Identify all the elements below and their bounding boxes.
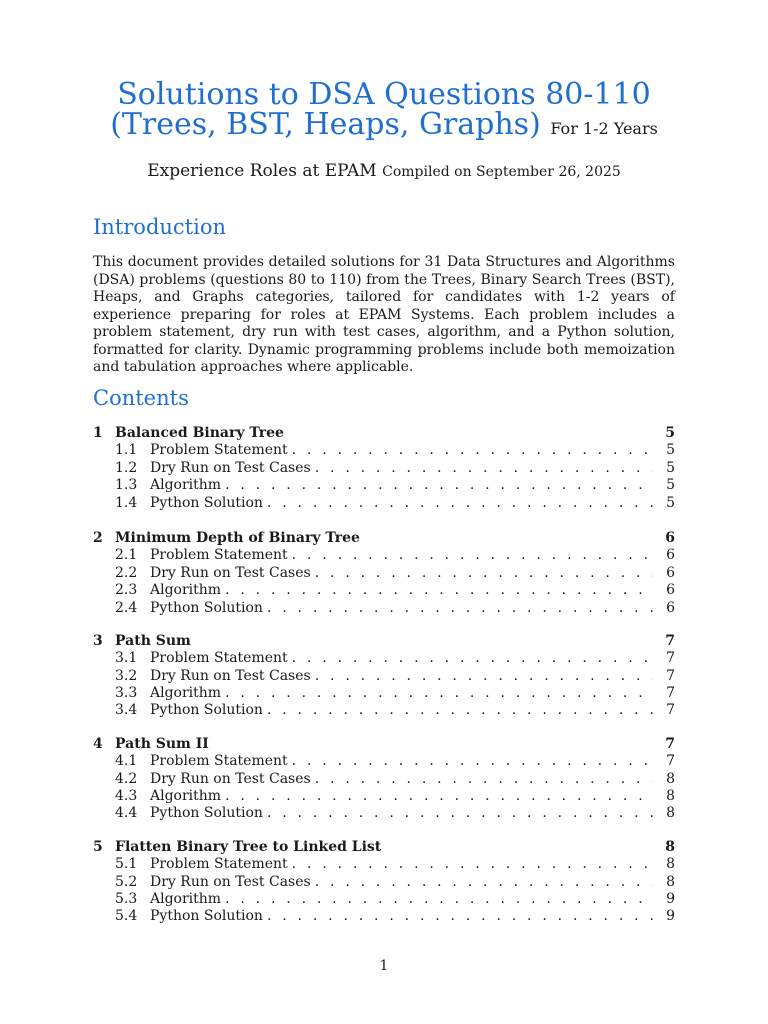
- toc-subentry-number: 2.4: [115, 599, 138, 616]
- toc-subentry[interactable]: [93, 856, 675, 873]
- toc-subentry[interactable]: [93, 685, 675, 702]
- toc-subentry-title: Algorithm: [150, 477, 222, 494]
- subtitle-text: Experience Roles at EPAM: [147, 161, 377, 181]
- toc-entry[interactable]: [93, 736, 675, 753]
- introduction-heading: Introduction: [93, 215, 226, 239]
- toc-subentry[interactable]: [93, 891, 675, 908]
- toc-entry-title: Minimum Depth of Binary Tree: [115, 529, 360, 546]
- toc-subentry-number: 1.2: [115, 459, 138, 476]
- toc-entry-page: 8: [665, 838, 675, 855]
- toc-entry[interactable]: [93, 839, 675, 856]
- toc-subentry-title: Problem Statement: [150, 547, 288, 564]
- toc-subentry-page: 7: [666, 702, 675, 719]
- toc-section: [93, 425, 675, 512]
- toc-subentry-number: 1.1: [115, 442, 138, 459]
- toc-entry[interactable]: [93, 530, 675, 547]
- toc-subentry-number: 4.3: [115, 788, 138, 805]
- toc-section: [93, 736, 675, 823]
- toc-subentry-number: 2.3: [115, 582, 138, 599]
- toc-subentry-title: Problem Statement: [150, 753, 288, 770]
- leader-dots: [267, 908, 653, 925]
- toc-subentry-page: 7: [666, 667, 675, 684]
- toc-entry-number: 3: [93, 632, 103, 649]
- toc-entry[interactable]: [93, 425, 675, 442]
- toc-subentry-page: 9: [666, 890, 675, 907]
- leader-dots: [225, 788, 653, 805]
- leader-dots: [315, 668, 653, 685]
- toc-subentry-title: Dry Run on Test Cases: [150, 459, 311, 476]
- toc-subentry-number: 4.4: [115, 805, 138, 822]
- leader-dots: [225, 477, 653, 494]
- toc-subentry[interactable]: [93, 582, 675, 599]
- contents-heading: Contents: [93, 386, 189, 410]
- toc-subentry-page: 6: [666, 547, 675, 564]
- leader-dots: [292, 753, 653, 770]
- table-of-contents: [93, 425, 675, 942]
- toc-subentry-number: 5.4: [115, 908, 138, 925]
- toc-subentry-number: 4.1: [115, 753, 138, 770]
- toc-subentry-page: 6: [666, 564, 675, 581]
- toc-subentry-title: Algorithm: [150, 890, 222, 907]
- leader-dots: [225, 685, 653, 702]
- toc-subentry-title: Python Solution: [150, 494, 263, 511]
- leader-dots: [292, 442, 653, 459]
- toc-section: [93, 633, 675, 720]
- leader-dots: [267, 702, 653, 719]
- toc-subentry-number: 2.1: [115, 547, 138, 564]
- toc-subentry-title: Python Solution: [150, 599, 263, 616]
- title-line-2-suffix: For 1-2 Years: [550, 119, 658, 138]
- toc-subentry[interactable]: [93, 650, 675, 667]
- toc-subentry-page: 6: [666, 599, 675, 616]
- toc-subentry[interactable]: [93, 805, 675, 822]
- toc-subentry[interactable]: [93, 565, 675, 582]
- leader-dots: [267, 805, 653, 822]
- toc-subentry-number: 5.2: [115, 873, 138, 890]
- toc-entry-title: Flatten Binary Tree to Linked List: [115, 838, 382, 855]
- toc-subentry[interactable]: [93, 668, 675, 685]
- leader-dots: [292, 650, 653, 667]
- document-subtitle: [0, 161, 768, 181]
- toc-subentry[interactable]: [93, 753, 675, 770]
- toc-entry-page: 7: [665, 632, 675, 649]
- toc-entry-page: 5: [665, 425, 675, 441]
- toc-subentry-title: Problem Statement: [150, 856, 288, 873]
- toc-subentry[interactable]: [93, 702, 675, 719]
- toc-subentry-page: 9: [666, 908, 675, 925]
- toc-subentry[interactable]: [93, 788, 675, 805]
- toc-entry-page: 7: [665, 735, 675, 752]
- toc-subentry-number: 2.2: [115, 564, 138, 581]
- toc-subentry-title: Dry Run on Test Cases: [150, 770, 311, 787]
- toc-subentry-title: Dry Run on Test Cases: [150, 667, 311, 684]
- toc-subentry-number: 3.2: [115, 667, 138, 684]
- toc-subentry-page: 8: [666, 788, 675, 805]
- toc-subentry[interactable]: [93, 908, 675, 925]
- toc-entry-title: Balanced Binary Tree: [115, 425, 284, 441]
- toc-subentry-page: 7: [666, 685, 675, 702]
- title-line-1: Solutions to DSA Questions 80-110: [117, 77, 651, 112]
- toc-subentry-title: Algorithm: [150, 685, 222, 702]
- toc-entry-number: 2: [93, 529, 103, 546]
- toc-subentry[interactable]: [93, 495, 675, 512]
- toc-subentry[interactable]: [93, 874, 675, 891]
- leader-dots: [225, 891, 653, 908]
- leader-dots: [315, 565, 653, 582]
- leader-dots: [225, 582, 653, 599]
- leader-dots: [292, 547, 653, 564]
- toc-entry-number: 1: [93, 425, 103, 441]
- toc-subentry-number: 3.3: [115, 685, 138, 702]
- toc-subentry-page: 8: [666, 770, 675, 787]
- toc-subentry-title: Problem Statement: [150, 442, 288, 459]
- toc-entry[interactable]: [93, 633, 675, 650]
- toc-entry-title: Path Sum: [115, 632, 191, 649]
- toc-subentry-title: Problem Statement: [150, 650, 288, 667]
- toc-subentry-number: 1.3: [115, 477, 138, 494]
- toc-subentry-page: 5: [666, 459, 675, 476]
- toc-subentry-number: 3.1: [115, 650, 138, 667]
- toc-subentry-page: 5: [666, 494, 675, 511]
- toc-subentry-number: 5.1: [115, 856, 138, 873]
- leader-dots: [267, 600, 653, 617]
- toc-subentry-page: 5: [666, 442, 675, 459]
- page-number: 1: [379, 958, 389, 974]
- toc-subentry-page: 8: [666, 873, 675, 890]
- toc-entry-number: 4: [93, 735, 103, 752]
- toc-entry-number: 5: [93, 838, 103, 855]
- toc-subentry-title: Dry Run on Test Cases: [150, 873, 311, 890]
- toc-section: [93, 530, 675, 617]
- toc-subentry[interactable]: [93, 547, 675, 564]
- toc-subentry[interactable]: [93, 460, 675, 477]
- toc-subentry[interactable]: [93, 600, 675, 617]
- compiled-date: Compiled on September 26, 2025: [382, 164, 621, 180]
- toc-subentry-title: Algorithm: [150, 582, 222, 599]
- toc-subentry-number: 1.4: [115, 494, 138, 511]
- toc-subentry-page: 7: [666, 753, 675, 770]
- leader-dots: [315, 771, 653, 788]
- toc-subentry-page: 6: [666, 582, 675, 599]
- toc-subentry[interactable]: [93, 442, 675, 459]
- introduction-paragraph: This document provides detailed solutions for 31 Data Structures and Algorithms (DSA) problems (questions 80 to 110) from the Trees, Binary Search Trees (BST), Heaps, and Graphs categories, tailored for candidates with 1-2 years of experience preparing for roles at EPAM Systems. Each problem includes a problem statement, dry run with test cases, algorithm, and a Python solution, formatted for clarity. Dynamic programming problems include both memoization and tabulation approaches where applicable.: [93, 254, 675, 375]
- toc-subentry-number: 4.2: [115, 770, 138, 787]
- title-line-2-main: (Trees, BST, Heaps, Graphs): [110, 107, 541, 142]
- toc-subentry-title: Algorithm: [150, 788, 222, 805]
- toc-subentry-number: 5.3: [115, 890, 138, 907]
- toc-subentry[interactable]: [93, 477, 675, 494]
- toc-section: [93, 839, 675, 926]
- toc-subentry-title: Python Solution: [150, 805, 263, 822]
- leader-dots: [315, 874, 653, 891]
- leader-dots: [292, 856, 653, 873]
- toc-subentry[interactable]: [93, 771, 675, 788]
- toc-entry-title: Path Sum II: [115, 735, 209, 752]
- document-title: [0, 77, 768, 144]
- leader-dots: [315, 460, 653, 477]
- leader-dots: [267, 495, 653, 512]
- toc-subentry-title: Python Solution: [150, 702, 263, 719]
- toc-subentry-page: 8: [666, 856, 675, 873]
- toc-subentry-title: Python Solution: [150, 908, 263, 925]
- toc-entry-page: 6: [665, 529, 675, 546]
- toc-subentry-number: 3.4: [115, 702, 138, 719]
- toc-subentry-page: 5: [666, 477, 675, 494]
- toc-subentry-page: 8: [666, 805, 675, 822]
- toc-subentry-page: 7: [666, 650, 675, 667]
- title-line-2: [0, 107, 768, 144]
- toc-subentry-title: Dry Run on Test Cases: [150, 564, 311, 581]
